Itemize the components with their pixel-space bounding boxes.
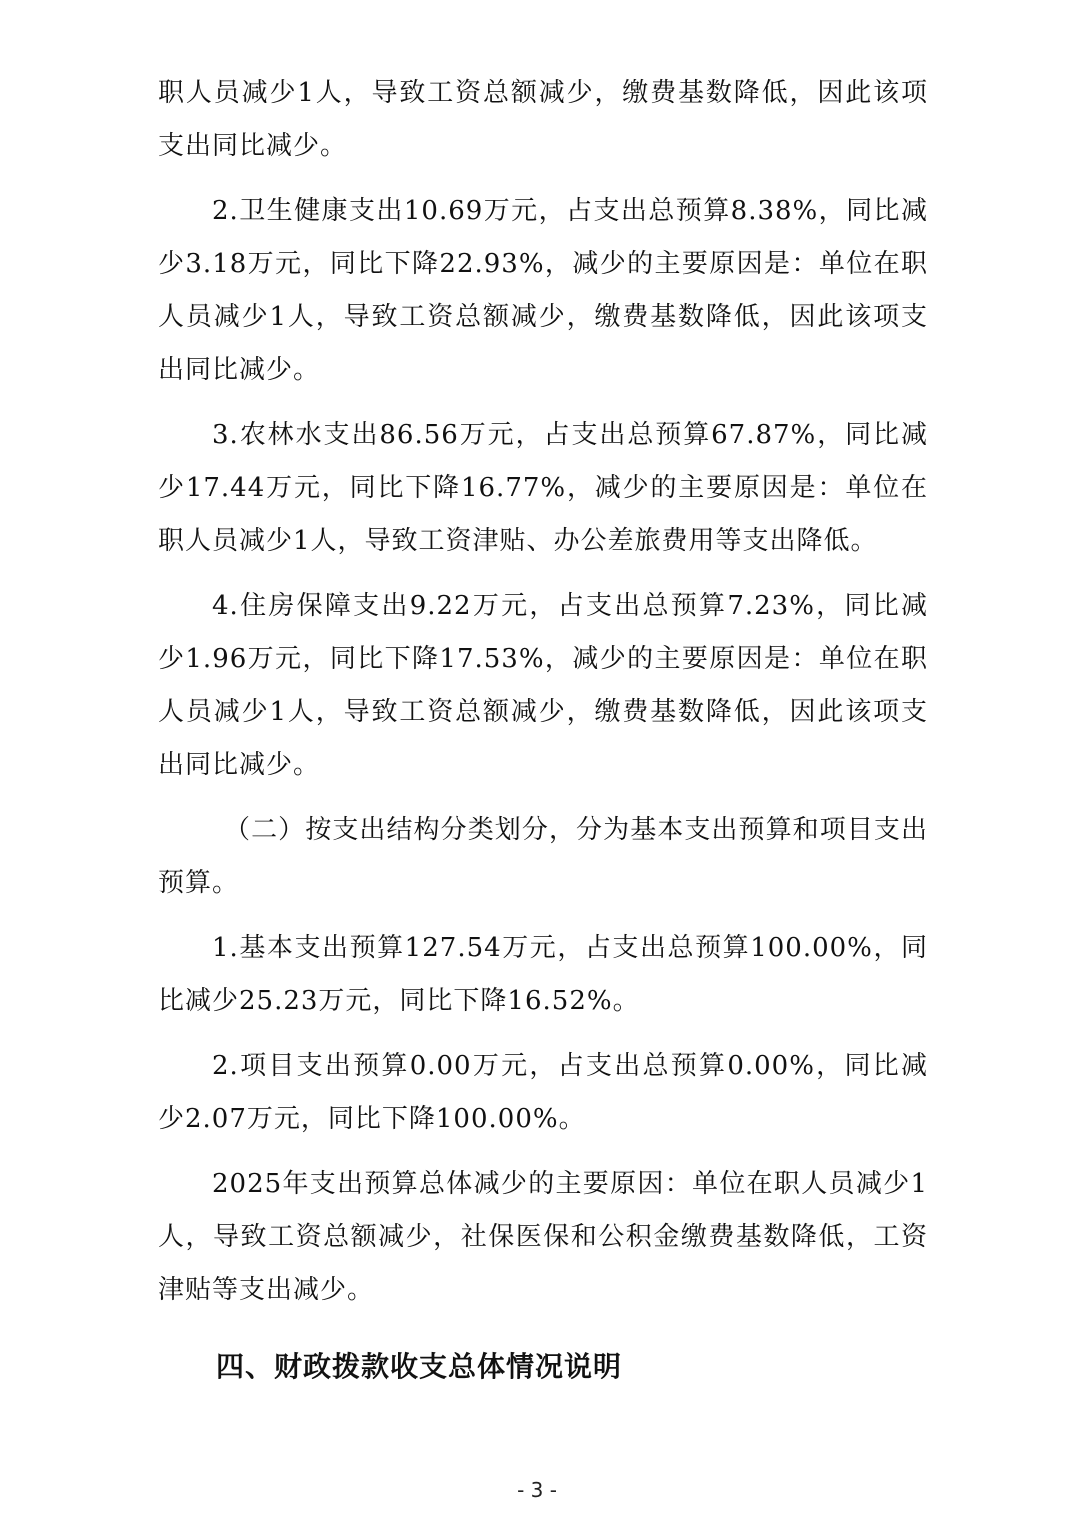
- paragraph-structure-classification: （二）按支出结构分类划分，分为基本支出预算和项目支出预算。: [158, 815, 928, 898]
- paragraph-agriculture-expenditure: 3.农林水支出86.56万元，占支出总预算67.87%，同比减少17.44万元，同比下降16.77%，减少的主要原因是：单位在职人员减少1人，导致工资津贴、办公差旅费用等支出降低。: [158, 420, 928, 556]
- paragraph-housing-expenditure: 4.住房保障支出9.22万元，占支出总预算7.23%，同比减少1.96万元，同比下降17.53%，减少的主要原因是：单位在职人员减少1人，导致工资总额减少，缴费基数降低，因此该项支出同比减少。: [158, 591, 928, 780]
- section-heading: 四、财政拨款收支总体情况说明: [216, 1350, 623, 1383]
- page-body: [158, 67, 928, 1387]
- page-number: - 3 -: [517, 1478, 557, 1502]
- paragraph-basic-expenditure: 1.基本支出预算127.54万元，占支出总预算100.00%，同比减少25.23万元，同比下降16.52%。: [158, 933, 928, 1016]
- paragraph-continuation: 职人员减少1人，导致工资总额减少，缴费基数降低，因此该项支出同比减少。: [158, 78, 928, 161]
- paragraph-health-expenditure: 2.卫生健康支出10.69万元，占支出总预算8.38%，同比减少3.18万元，同比下降22.93%，减少的主要原因是：单位在职人员减少1人，导致工资总额减少，缴费基数降低，因此该项支出同比减少。: [158, 196, 928, 385]
- paragraph-overall-reason: 2025年支出预算总体减少的主要原因：单位在职人员减少1人，导致工资总额减少，社保医保和公积金缴费基数降低，工资津贴等支出减少。: [158, 1169, 928, 1305]
- paragraph-project-expenditure: 2.项目支出预算0.00万元，占支出总预算0.00%，同比减少2.07万元，同比下降100.00%。: [158, 1051, 928, 1134]
